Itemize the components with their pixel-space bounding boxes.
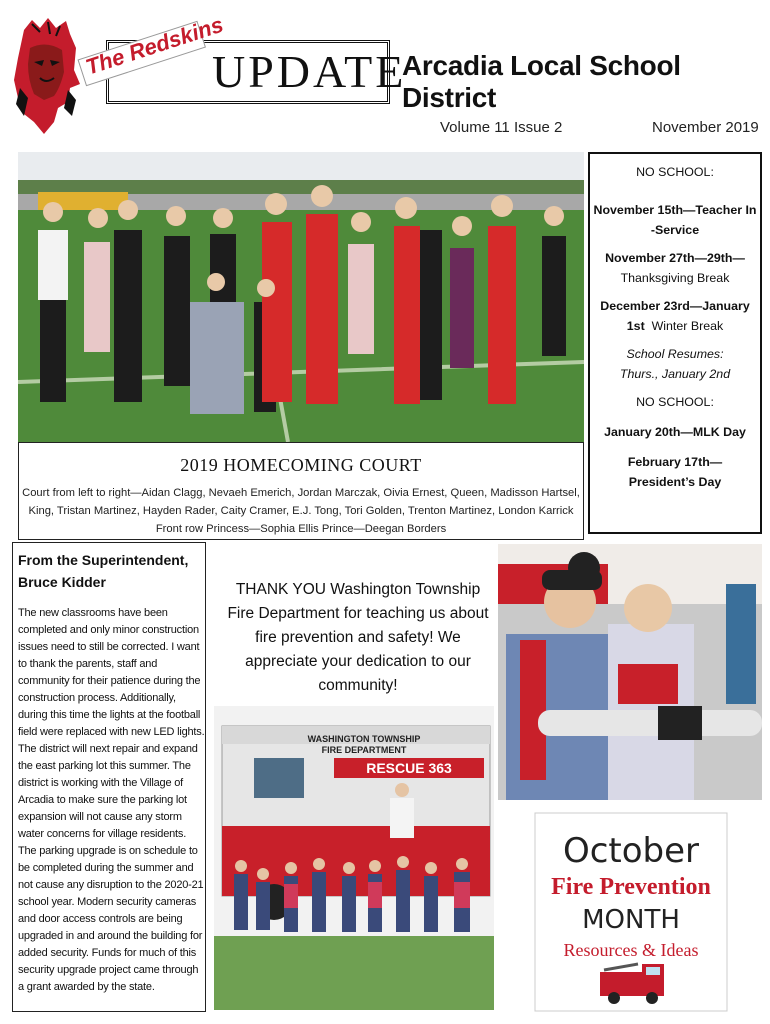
superintendent-article [12,542,206,1012]
event-jan-20-text: January 20th—MLK Day [604,425,746,439]
school-resumes-date: Thurs., January 2nd [619,367,731,381]
district-name: Arcadia Local School District [402,50,681,113]
school-resumes-label: School Resumes: [626,347,724,361]
truck-sign: WASHINGTON TOWNSHIP [307,734,421,744]
event-dec-23-date: December 23rd—January [600,299,750,313]
no-school-heading-2: NO SCHOOL: [636,395,714,409]
poster-line-4: Resources & Ideas [563,940,699,960]
caption-line: King, Tristan Martinez, Hayden Rader, Caity Cramer, E.J. Tong, Tori Golden, Trenton Martinez, London Karrick [28,505,574,517]
mascot-logo [10,18,82,136]
superintendent-heading: From the Superintendent, Bruce Kidder [18,552,189,590]
truck-sign-2: FIRE DEPARTMENT [321,745,407,755]
fire-prevention-poster [534,812,728,1012]
poster-line-3: MONTH [582,905,680,935]
event-dec-23-date-2: 1st [626,319,645,333]
event-nov-27 [590,248,760,288]
caption-line: Court from left to right—Aidan Clagg, Nevaeh Emerich, Jordan Marczak, Oivia Ernest, Queen, Madisson Hartsel, [22,487,580,499]
event-nov-27-date: November 27th—29th— [605,251,745,265]
event-dec-23-label: Winter Break [651,319,724,333]
masthead-tagline: The Redskins [82,11,227,80]
event-nov-15-text: November 15th—Teacher In -Service [593,203,757,237]
event-jan-20 [590,422,760,442]
homecoming-caption [18,442,584,540]
calendar-sidebar [588,152,762,534]
school-resumes [590,344,760,384]
issue-date: November 2019 [652,119,759,136]
superintendent-body: The new classrooms have been completed and only minor construction issues need to still be corrected. I want to thank the parents, staff and community for their patience during the construction process. Additionally, during this time the lights at the football field were replaced with new LED lights. The district will next repair and expand the east parking lot this summer. The district is working with the Village of Arcadia to make sure the parking lot expansion will not cause any storm water concerns for village residents. The parking upgrade is on schedule to be completed during the summer and not cause any disruption to the 2020-21 school year. Modern security cameras and door access controls are being upgraded in and around the building for added security. Funds for much of this security upgrade project came through a grant awarded by the state. [18,607,205,993]
homecoming-court-photo [18,152,584,442]
event-feb-17-text: February 17th—President’s Day [627,455,723,489]
event-feb-17 [600,452,750,492]
event-nov-27-label: Thanksgiving Break [620,271,730,285]
fire-dept-thanks: THANK YOU Washington Township Fire Department for teaching us about fire prevention and safety! We appreciate your dedication to our community! [227,581,489,694]
masthead-title: UPDATE [212,46,407,97]
event-nov-15 [590,200,760,240]
no-school-heading: NO SCHOOL: [636,165,714,179]
fire-hose-photo [498,544,762,800]
poster-line-1: October [562,831,700,871]
poster-line-2: Fire Prevention [551,874,711,900]
fire-truck-photo [214,706,494,1010]
event-dec-23 [590,296,760,336]
issue-volume: Volume 11 Issue 2 [440,119,563,136]
caption-line: Front row Princess—Sophia Ellis Prince—Deegan Borders [155,523,447,535]
truck-rescue-label: RESCUE 363 [366,760,452,776]
homecoming-title: 2019 HOMECOMING COURT [180,455,422,475]
